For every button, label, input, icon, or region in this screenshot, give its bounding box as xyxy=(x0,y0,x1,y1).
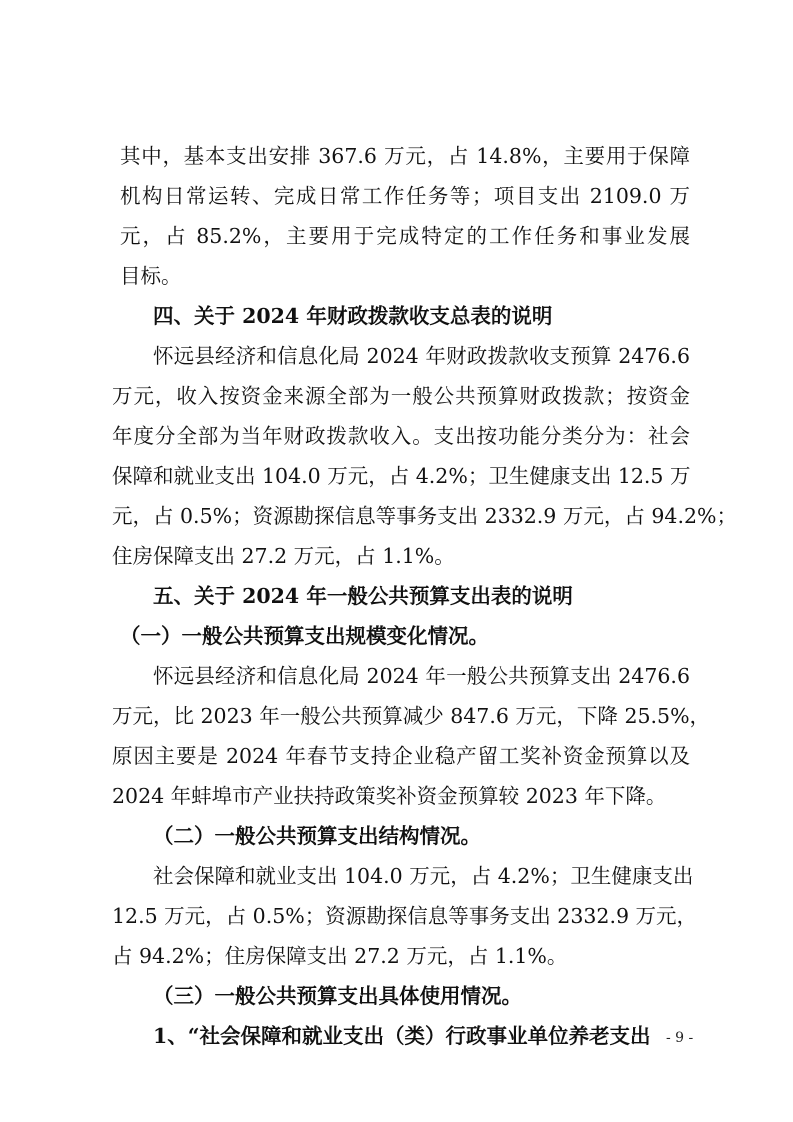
text-line: 保障和就业支出 104.0 万元，占 4.2%；卫生健康支出 12.5 万 xyxy=(112,464,691,488)
text-line: 社会保障和就业支出 104.0 万元，占 4.2%；卫生健康支出 xyxy=(153,864,694,888)
text-line: 目标。 xyxy=(120,264,182,288)
item-heading-1 xyxy=(112,1016,690,1056)
subsection-heading-5-3 xyxy=(112,976,690,1016)
text-line: 原因主要是 2024 年春节支持企业稳产留工奖补资金预算以及 xyxy=(112,744,690,768)
text-line: 占 94.2%；住房保障支出 27.2 万元，占 1.1%。 xyxy=(112,944,568,968)
heading-line: 四、关于 2024 年财政拨款收支总表的说明 xyxy=(153,304,553,328)
section-heading-5 xyxy=(112,576,690,616)
text-line: 住房保障支出 27.2 万元，占 1.1%。 xyxy=(112,544,455,568)
text-line: 万元，收入按资金来源全部为一般公共预算财政拨款；按资金 xyxy=(112,384,690,408)
text-line: 其中，基本支出安排 367.6 万元，占 14.8%，主要用于保障 xyxy=(120,144,690,168)
paragraph-scale-change xyxy=(112,656,711,816)
text-line: 2024 年蚌埠市产业扶持政策奖补资金预算较 2023 年下降。 xyxy=(112,784,667,808)
section-heading-4 xyxy=(112,296,690,336)
heading-line: 五、关于 2024 年一般公共预算支出表的说明 xyxy=(153,584,573,608)
text-line: 元，占 0.5%；资源勘探信息等事务支出 2332.9 万元，占 94.2%； xyxy=(112,504,737,528)
subsection-heading-5-1 xyxy=(112,616,690,656)
heading-line: 1、“社会保障和就业支出（类）行政事业单位养老支出 xyxy=(153,1024,651,1048)
page-number: - 9 - xyxy=(666,1030,694,1046)
text-line: 机构日常运转、完成日常工作任务等；项目支出 2109.0 万 xyxy=(120,184,690,208)
paragraph-structure xyxy=(112,856,698,976)
text-line: 元，占 85.2%，主要用于完成特定的工作任务和事业发展 xyxy=(120,224,690,248)
subsection-heading-5-2 xyxy=(112,816,690,856)
heading-line: （三）一般公共预算支出具体使用情况。 xyxy=(153,984,522,1008)
text-line: 怀远县经济和信息化局 2024 年财政拨款收支预算 2476.6 xyxy=(153,344,690,368)
heading-line: （二）一般公共预算支出结构情况。 xyxy=(153,824,481,848)
text-line: 万元，比 2023 年一般公共预算减少 847.6 万元，下降 25.5%， xyxy=(112,704,711,728)
paragraph-expenditure-breakdown xyxy=(112,136,690,296)
text-line: 12.5 万元，占 0.5%；资源勘探信息等事务支出 2332.9 万元， xyxy=(112,904,698,928)
paragraph-fiscal-summary xyxy=(112,336,737,576)
document-body xyxy=(112,136,737,1056)
heading-line: （一）一般公共预算支出规模变化情况。 xyxy=(120,624,489,648)
text-line: 怀远县经济和信息化局 2024 年一般公共预算支出 2476.6 xyxy=(153,664,690,688)
text-line: 年度分全部为当年财政拨款收入。支出按功能分类分为：社会 xyxy=(112,424,690,448)
